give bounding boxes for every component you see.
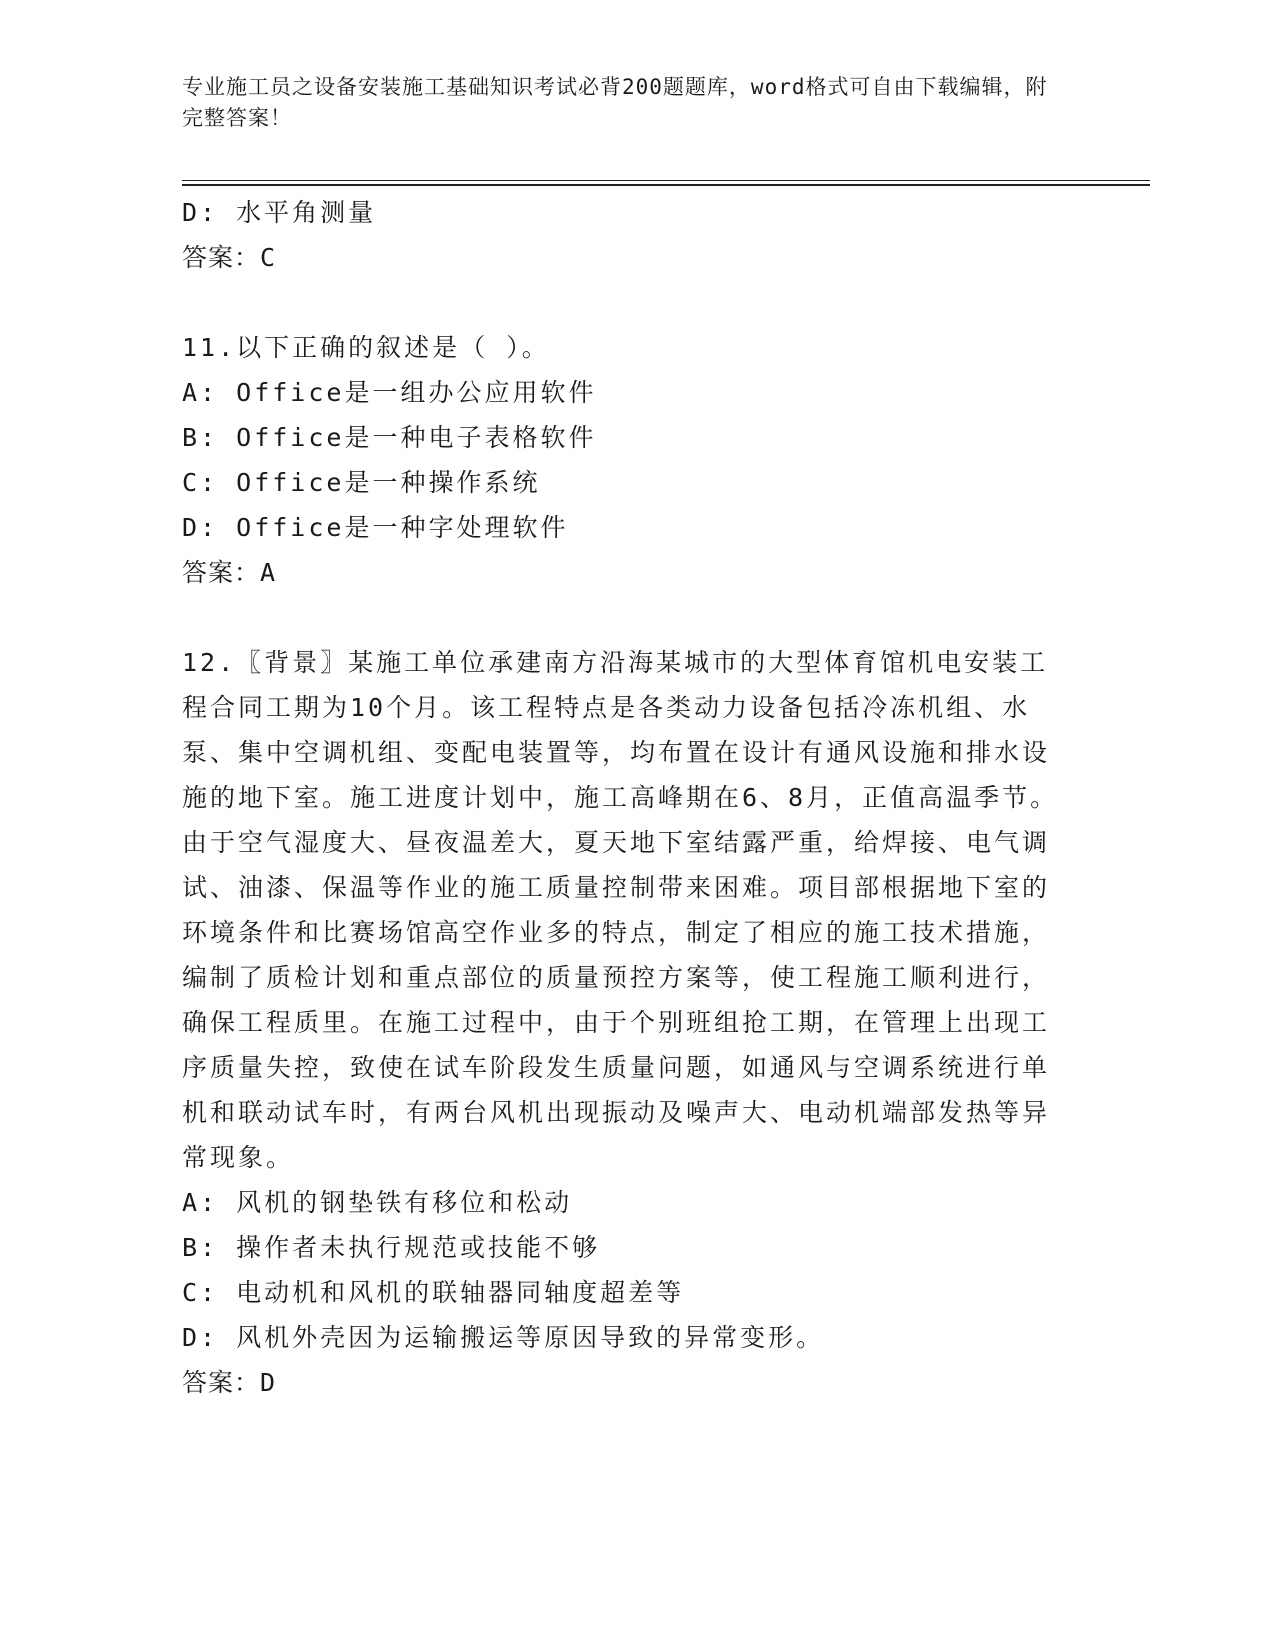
q12-option-a: A: 风机的钢垫铁有移位和松动 (182, 1188, 573, 1217)
page-header-title: 专业施工员之设备安装施工基础知识考试必背200题题库，word格式可自由下载编辑，附完整答案！ (182, 75, 1048, 130)
q12-option-d: D: 风机外壳因为运输搬运等原因导致的异常变形。 (182, 1323, 825, 1352)
spacer (182, 280, 1082, 325)
q11-option-c: C: Office是一种操作系统 (182, 468, 541, 497)
q12-stem: 12.〖背景〗某施工单位承建南方沿海某城市的大型体育馆机电安装工程合同工期为10个月。该工程特点是各类动力设备包括冷冻机组、水泵、集中空调机组、变配电装置等，均布置在设计有通风设施和排水设施的地下室。施工进度计划中，施工高峰期在6、8月，正值高温季节。由于空气湿度大、昼夜温差大，夏天地下室结露严重，给焊接、电气调试、油漆、保温等作业的施工质量控制带来困难。项目部根据地下室的环境条件和比赛场馆高空作业多的特点，制定了相应的施工技术措施，编制了质检计划和重点部位的质量预控方案等，使工程施工顺利进行，确保工程质里。在施工过程中，由于个别班组抢工期，在管理上出现工序质量失控，致使在试车阶段发生质量问题，如通风与空调系统进行单机和联动试车时，有两台风机出现振动及噪声大、电动机端部发热等异常现象。 (182, 648, 1059, 1172)
q11-answer: 答案：A (182, 558, 277, 587)
q11-option-b: B: Office是一种电子表格软件 (182, 423, 597, 452)
prev-answer: 答案：C (182, 243, 277, 272)
header-divider-thin (182, 180, 1150, 181)
prev-option-d: D: 水平角测量 (182, 198, 377, 227)
q12-answer: 答案：D (182, 1368, 277, 1397)
question-content (182, 190, 1082, 1405)
q11-option-a: A: Office是一组办公应用软件 (182, 378, 597, 407)
q12-option-b: B: 操作者未执行规范或技能不够 (182, 1233, 601, 1262)
q11-stem: 11.以下正确的叙述是（ ）。 (182, 333, 550, 362)
header-divider-thick (182, 184, 1150, 186)
q12-option-c: C: 电动机和风机的联轴器同轴度超差等 (182, 1278, 685, 1307)
q11-option-d: D: Office是一种字处理软件 (182, 513, 569, 542)
spacer (182, 595, 1082, 640)
